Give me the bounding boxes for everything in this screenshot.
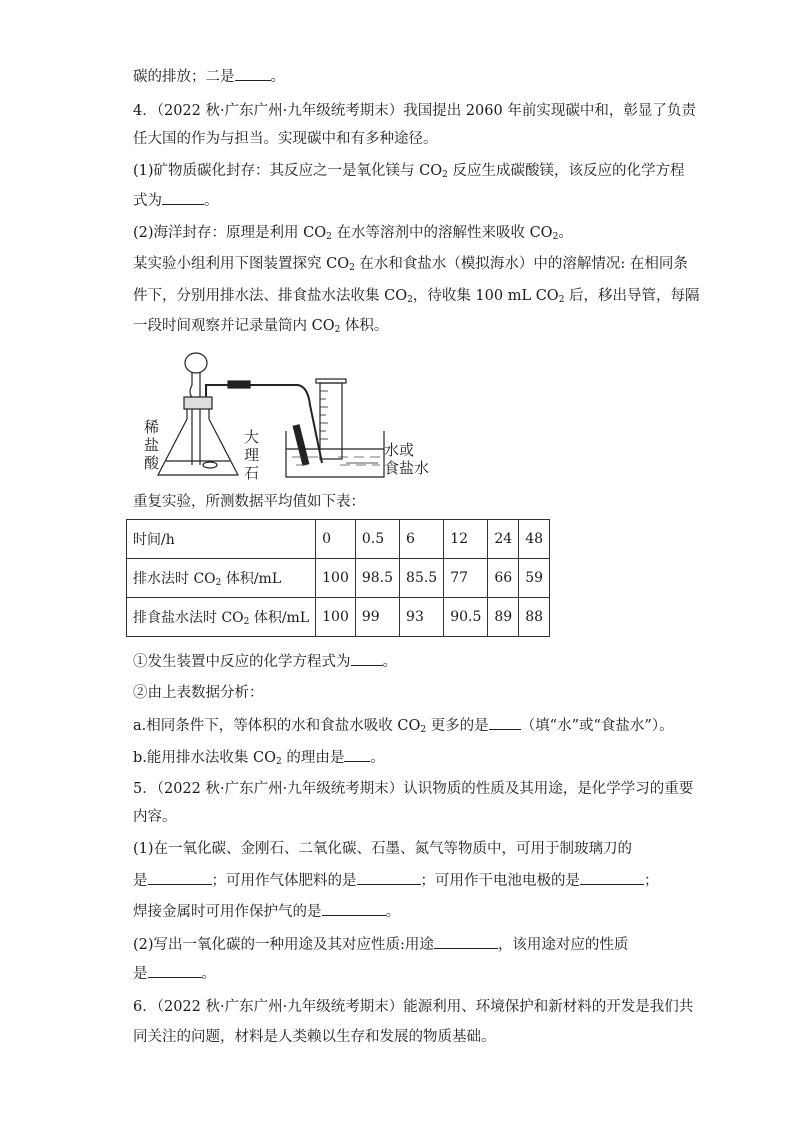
question-4-line-2: 任大国的作为与担当。实现碳中和有多种途径。 <box>133 131 438 147</box>
table-cell: 0 <box>316 520 356 559</box>
text: 在水和食盐水（模拟海水）中的溶解情况: 在相同条 <box>354 256 688 272</box>
table-cell: 排食盐水法时 $CO_2$ 体积/mL <box>127 598 316 637</box>
experiment-line-1 <box>133 254 688 274</box>
subscript: 2 <box>326 232 332 242</box>
table-cell: 59 <box>519 559 550 598</box>
subscript: 2 <box>349 263 355 273</box>
table-cell: 88 <box>519 598 550 637</box>
table-cell: 66 <box>488 559 519 598</box>
funnel-bulb <box>185 353 207 373</box>
sub-question-b: b.能用排水法收集 $CO_2$ 的理由是 。 <box>133 747 385 768</box>
table-cell: 89 <box>488 598 519 637</box>
answer-blank[interactable] <box>148 963 202 978</box>
text: 在水等溶剂中的溶解性来吸收 CO <box>331 225 553 241</box>
table-cell: 排水法时 $CO_2$ 体积/mL <box>127 559 316 598</box>
text: ，待收集 100 mL CO <box>412 288 559 304</box>
subscript: 2 <box>552 232 559 242</box>
sub-question-2: ②由上表数据分析： <box>133 685 264 701</box>
subscript: 2 <box>334 325 341 335</box>
table-cell: 85.5 <box>400 559 444 598</box>
repeat-text: 重复实验，所测数据平均值如下表： <box>133 494 365 510</box>
question-5-line-1: 5．（2022 秋·广东广州·九年级统考期末）认识物质的性质及其用途，是化学学习的重要 <box>133 781 694 797</box>
liquid-label: 水或 食盐水 <box>384 441 430 477</box>
rubber-connector-2 <box>293 425 308 465</box>
flask <box>158 409 238 475</box>
answer-blank[interactable] <box>489 715 521 730</box>
experiment-line-3 <box>133 316 388 336</box>
acid-label: 稀 盐 酸 <box>144 418 160 472</box>
question-6-line-1: 6．（2022 秋·广东广州·九年级统考期末）能源利用、环境保护和新材料的开发是我们共 <box>133 999 694 1015</box>
table-row <box>127 598 550 637</box>
question-4-line-1: 4．（2022 秋·广东广州·九年级统考期末）我国提出 2060 年前实现碳中和，彰显了负责 <box>133 103 696 119</box>
text: 某实验小组利用下图装置探究 CO <box>133 256 350 272</box>
text: 件下，分别用排水法、排食盐水法收集 CO <box>133 288 408 304</box>
text-line <box>133 66 285 87</box>
experiment-line-2 <box>133 286 700 306</box>
rubber-connector <box>228 381 250 388</box>
question-4-part-1 <box>133 161 684 181</box>
text: 后，移出导管，每隔 <box>564 288 700 304</box>
text: 体积。 <box>340 318 389 334</box>
text: (1)矿物质碳化封存：其反应之一是氧化镁与 CO <box>133 163 443 179</box>
text: (2)海洋封存：原理是利用 CO <box>133 225 327 241</box>
stopper <box>184 397 212 409</box>
subscript: 2 <box>407 295 413 305</box>
sub-question-a: a.相同条件下，等体积的水和食盐水吸收 $CO_2$ 更多的是 （填“水”或“食盐水”）。 <box>133 715 674 736</box>
subscript: 2 <box>442 170 448 180</box>
text: 式为 <box>133 193 162 209</box>
table-cell: 时间/h <box>127 520 316 559</box>
question-5-part-1-cont: 焊接金属时可用作保护气的是 。 <box>133 901 400 922</box>
table-cell: 98.5 <box>355 559 399 598</box>
table-cell: 100 <box>316 598 356 637</box>
table-cell: 99 <box>355 598 399 637</box>
table-cell: 77 <box>444 559 488 598</box>
text: 。 <box>270 69 285 85</box>
answer-blank[interactable] <box>351 651 383 666</box>
table-row <box>127 559 550 598</box>
question-6-line-2: 同关注的问题，材料是人类赖以生存和发展的物质基础。 <box>133 1029 496 1045</box>
answer-blank[interactable] <box>434 934 498 949</box>
text: 。 <box>204 193 219 209</box>
table-cell: 93 <box>400 598 444 637</box>
marble-label: 大 理 石 <box>244 428 260 482</box>
question-5-part-1: (1)在一氧化碳、金刚石、二氧化碳、石墨、氮气等物质中，可用于制玻璃刀的 <box>133 841 633 857</box>
apparatus-figure <box>140 345 440 485</box>
question-4-part-1-cont <box>133 190 219 211</box>
cylinder-graduations <box>320 391 328 439</box>
table-cell: 6 <box>400 520 444 559</box>
table-cell: 90.5 <box>444 598 488 637</box>
question-5-part-2-cont: 是 。 <box>133 963 216 984</box>
answer-blank[interactable] <box>162 190 204 205</box>
answer-blank[interactable] <box>235 66 271 81</box>
answer-blank[interactable] <box>357 870 421 885</box>
table-cell: 24 <box>488 520 519 559</box>
table-cell: 12 <box>444 520 488 559</box>
data-table <box>126 519 550 637</box>
marble <box>203 462 217 468</box>
question-5-line-2: 内容。 <box>133 809 177 825</box>
question-5-part-2: (2)写出一氧化碳的一种用途及其对应性质:用途 ，该用途对应的性质 <box>133 934 628 955</box>
answer-blank[interactable] <box>148 870 212 885</box>
answer-blank[interactable] <box>580 870 644 885</box>
table-row <box>127 520 550 559</box>
table-cell: 100 <box>316 559 356 598</box>
answer-blank[interactable] <box>344 747 370 762</box>
text: 碳的排放；二是 <box>133 69 235 85</box>
cylinder <box>320 383 342 459</box>
text: 。 <box>558 225 573 241</box>
delivery-tube-1 <box>206 385 230 397</box>
table-cell: 0.5 <box>355 520 399 559</box>
table-cell: 48 <box>519 520 550 559</box>
subscript: 2 <box>558 295 565 305</box>
text: 一段时间观察并记录量筒内 CO <box>133 318 335 334</box>
question-5-part-1-blanks: 是 ；可用作气体肥料的是 ；可用作干电池电极的是 ； <box>133 870 659 891</box>
sub-question-1: ①发生装置中反应的化学方程式为 。 <box>133 651 397 672</box>
question-4-part-2 <box>133 223 573 243</box>
text: 反应生成碳酸镁，该反应的化学方程 <box>447 163 685 179</box>
answer-blank[interactable] <box>322 901 386 916</box>
cylinder-rim <box>316 379 346 383</box>
funnel-stem <box>190 372 192 465</box>
